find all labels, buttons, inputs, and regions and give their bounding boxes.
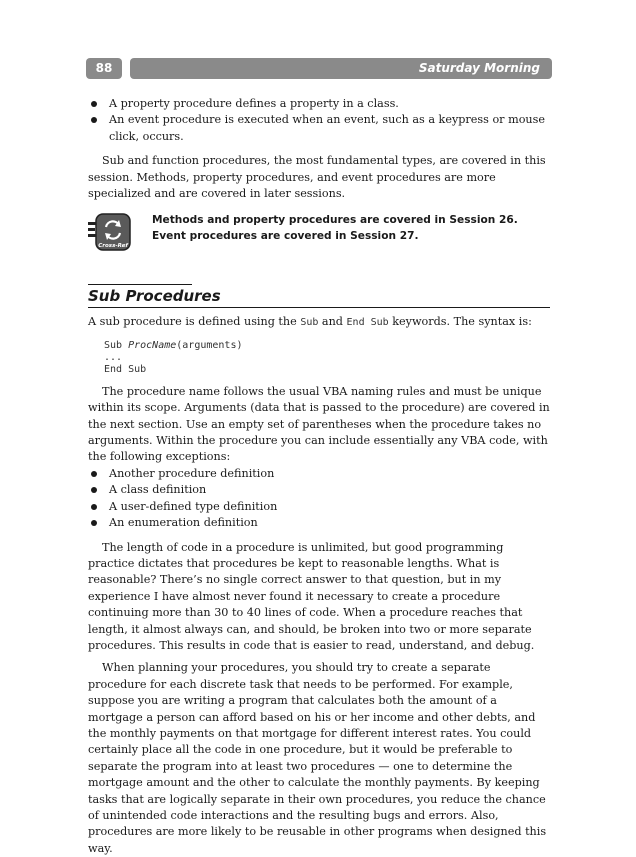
- list-item-text: An enumeration definition: [109, 516, 258, 530]
- section-title: Sub Procedures: [88, 287, 221, 306]
- intro-paragraph: Sub and function procedures, the most fundamental types, are covered in this session. Methods, property procedures, and event procedures are more specialized and are covered in later sessions.: [88, 154, 546, 201]
- list-item-text: A property procedure defines a property in a class.: [109, 97, 399, 110]
- code-line: ...: [104, 351, 123, 363]
- list-item: [88, 96, 550, 112]
- list-item: [88, 466, 550, 482]
- intro-bullet-list: [88, 96, 550, 145]
- list-item-text: A class definition: [109, 483, 207, 497]
- syntax-intro-text: A sub procedure is defined using the: [88, 315, 301, 329]
- list-item: [88, 112, 550, 145]
- cross-ref-text: Methods and property procedures are covered in Session 26. Event procedures are covered in Session 27.: [152, 214, 518, 243]
- section-heading: [88, 284, 550, 308]
- code-line: End Sub: [104, 363, 147, 375]
- page-body: [88, 96, 550, 857]
- keyword-end-sub: End Sub: [346, 317, 389, 329]
- page-number: 88: [86, 58, 122, 79]
- code-args: (arguments): [176, 339, 243, 351]
- keyword-sub: Sub: [300, 317, 319, 329]
- code-keyword: Sub: [104, 339, 129, 351]
- bullet-dot-icon: [91, 504, 97, 510]
- bullet-dot-icon: [91, 471, 97, 477]
- length-paragraph: The length of code in a procedure is unlimited, but good programming practice dictates that procedures be kept to reasonable lengths. What is reasonable? There’s no single correct answer to that question, but in my experience I have almost never found it necessary to create a procedure continuing more than 30 to 40 lines of code. When a procedure reaches that length, it almost always can, and should, be broken into two or more separate procedures. This results in code that is easier to read, understand, and debug.: [88, 540, 535, 652]
- list-item-text: A user-defined type definition: [109, 499, 278, 513]
- code-line: [104, 340, 550, 352]
- planning-paragraph: When planning your procedures, you should try to create a separate procedure for each discrete task that needs to be performed. For example, suppose you are writing a program that calculates both the amount of a mortgage a person can afford based on his or her income and other debts, and the monthly payments on that mortgage for different interest rates. You could certainly place all the code in one procedure, but it would be preferable to separate the program into at least two procedures — one to determine the mortgage amount and the other to calculate the monthly payments. By keeping tasks that are logically separate in their own procedures, you reduce the chance of unintended code interactions and the resulting bugs and errors. Also, procedures are more likely to be reusable in other programs when designed this way.: [88, 661, 547, 855]
- list-item-text: Another procedure definition: [109, 466, 275, 480]
- code-placeholder: ProcName: [128, 339, 177, 351]
- running-header: Saturday Morning: [130, 58, 552, 79]
- list-item: [88, 515, 550, 531]
- syntax-intro: [88, 314, 550, 331]
- naming-paragraph: The procedure name follows the usual VBA naming rules and must be unique within its scope. Arguments (data that is passed to the procedure) are covered in the next section. Use an empty set of parentheses when the procedure takes no arguments. Within the procedure you can include essentially any VBA code, with the following exceptions:: [88, 384, 550, 464]
- list-item: [88, 482, 550, 498]
- bullet-dot-icon: [91, 487, 97, 493]
- bullet-dot-icon: [91, 117, 97, 123]
- section-rule-bottom: [88, 307, 550, 308]
- list-item-text: An event procedure is executed when an event, such as a keypress or mouse click, occurs.: [109, 113, 545, 143]
- list-item: [88, 499, 550, 515]
- bullet-dot-icon: [91, 520, 97, 526]
- syntax-intro-text: keywords. The syntax is:: [388, 315, 532, 329]
- bullet-dot-icon: [91, 101, 97, 107]
- syntax-intro-text: and: [318, 315, 347, 329]
- code-block: [104, 340, 550, 376]
- exceptions-list: [88, 466, 550, 532]
- cross-ref-icon-label: Cross-Ref: [98, 243, 128, 250]
- cross-ref-note: [88, 212, 550, 262]
- cross-ref-icon: [88, 212, 132, 252]
